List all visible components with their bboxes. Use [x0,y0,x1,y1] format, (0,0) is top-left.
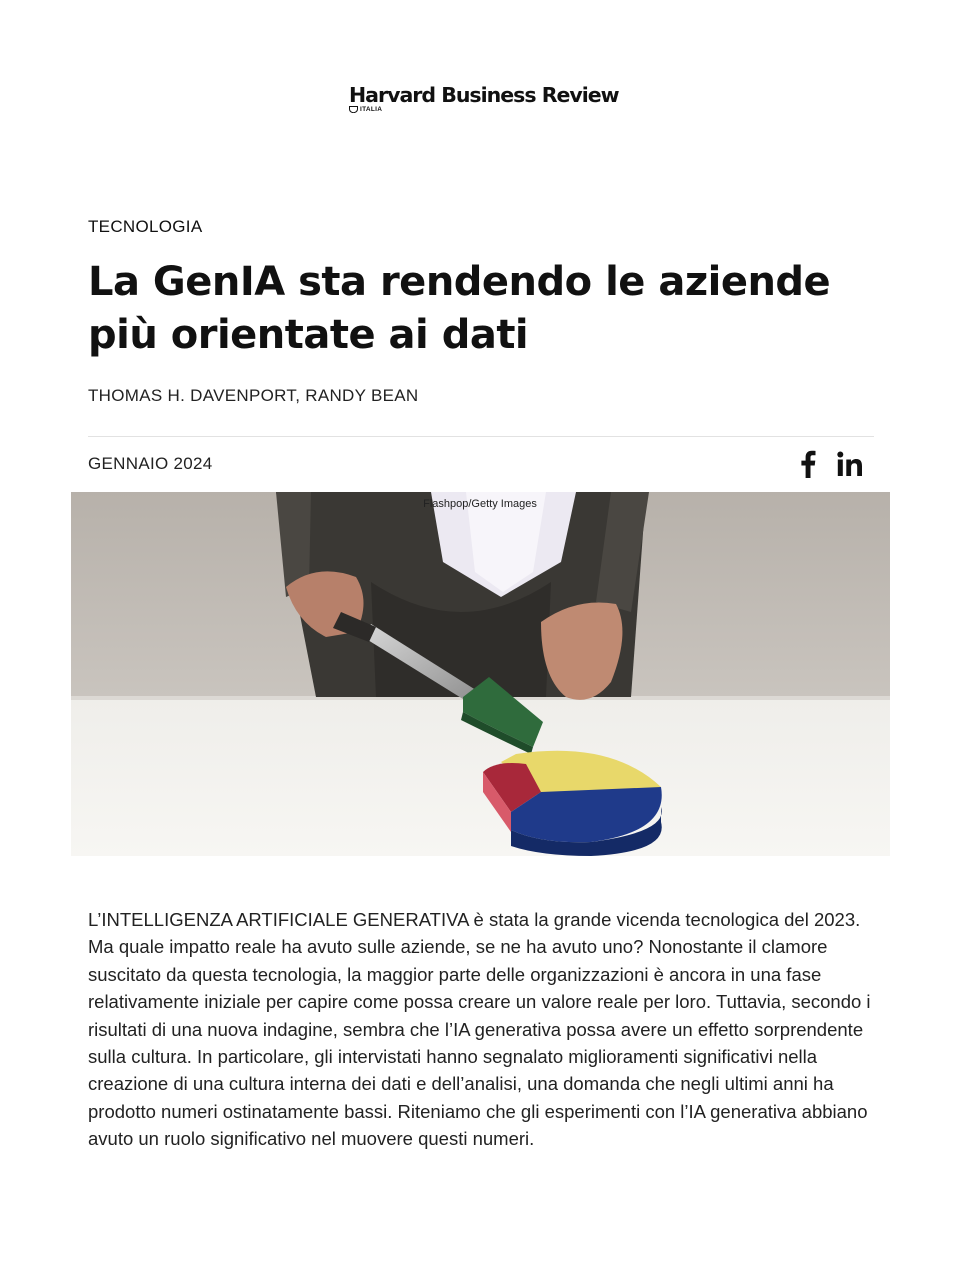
hbr-logo[interactable] [349,83,619,113]
hero-image [71,492,890,856]
share-linkedin-button[interactable] [835,449,865,479]
image-credit: Flashpop/Getty Images [423,498,537,510]
share-facebook-button[interactable] [793,449,823,479]
article-category[interactable]: TECNOLOGIA [88,217,203,236]
article-authors[interactable]: THOMAS H. DAVENPORT, RANDY BEAN [88,386,419,405]
linkedin-icon [837,451,863,477]
shield-icon [349,106,358,113]
logo-edition [349,106,619,113]
facebook-icon [799,450,817,478]
logo-edition-label: ITALIA [360,106,383,113]
divider [88,436,874,437]
article-date: GENNAIO 2024 [88,454,213,473]
logo-name: Harvard Business Review [349,83,619,107]
article-body: L’INTELLIGENZA ARTIFICIALE GENERATIVA è stata la grande vicenda tecnologica del 2023. Ma quale impatto reale ha avuto sulle aziende, se ne ha avuto uno? Nonostante il clamore suscitato da questa tecnologia, la maggior parte delle organizzazioni è ancora in una fase relativamente iniziale per capire come possa creare un valore reale per loro. Tuttavia, secondo i risultati di una nuova indagine, sembra che l’IA generativa possa avere un effetto sorprendente sulla cultura. In particolare, gli intervistati hanno segnalato miglioramenti significativi nella creazione di una cultura interna dei dati e dell’analisi, una domanda che negli ultimi anni ha prodotto numeri ostinatamente bassi. Riteniamo che gli esperimenti con l’IA generativa abbiano avuto un ruolo significativo nel muovere questi numeri. [88,909,871,1150]
article-title: La GenIA sta rendendo le aziende più orientate ai dati [88,259,831,358]
